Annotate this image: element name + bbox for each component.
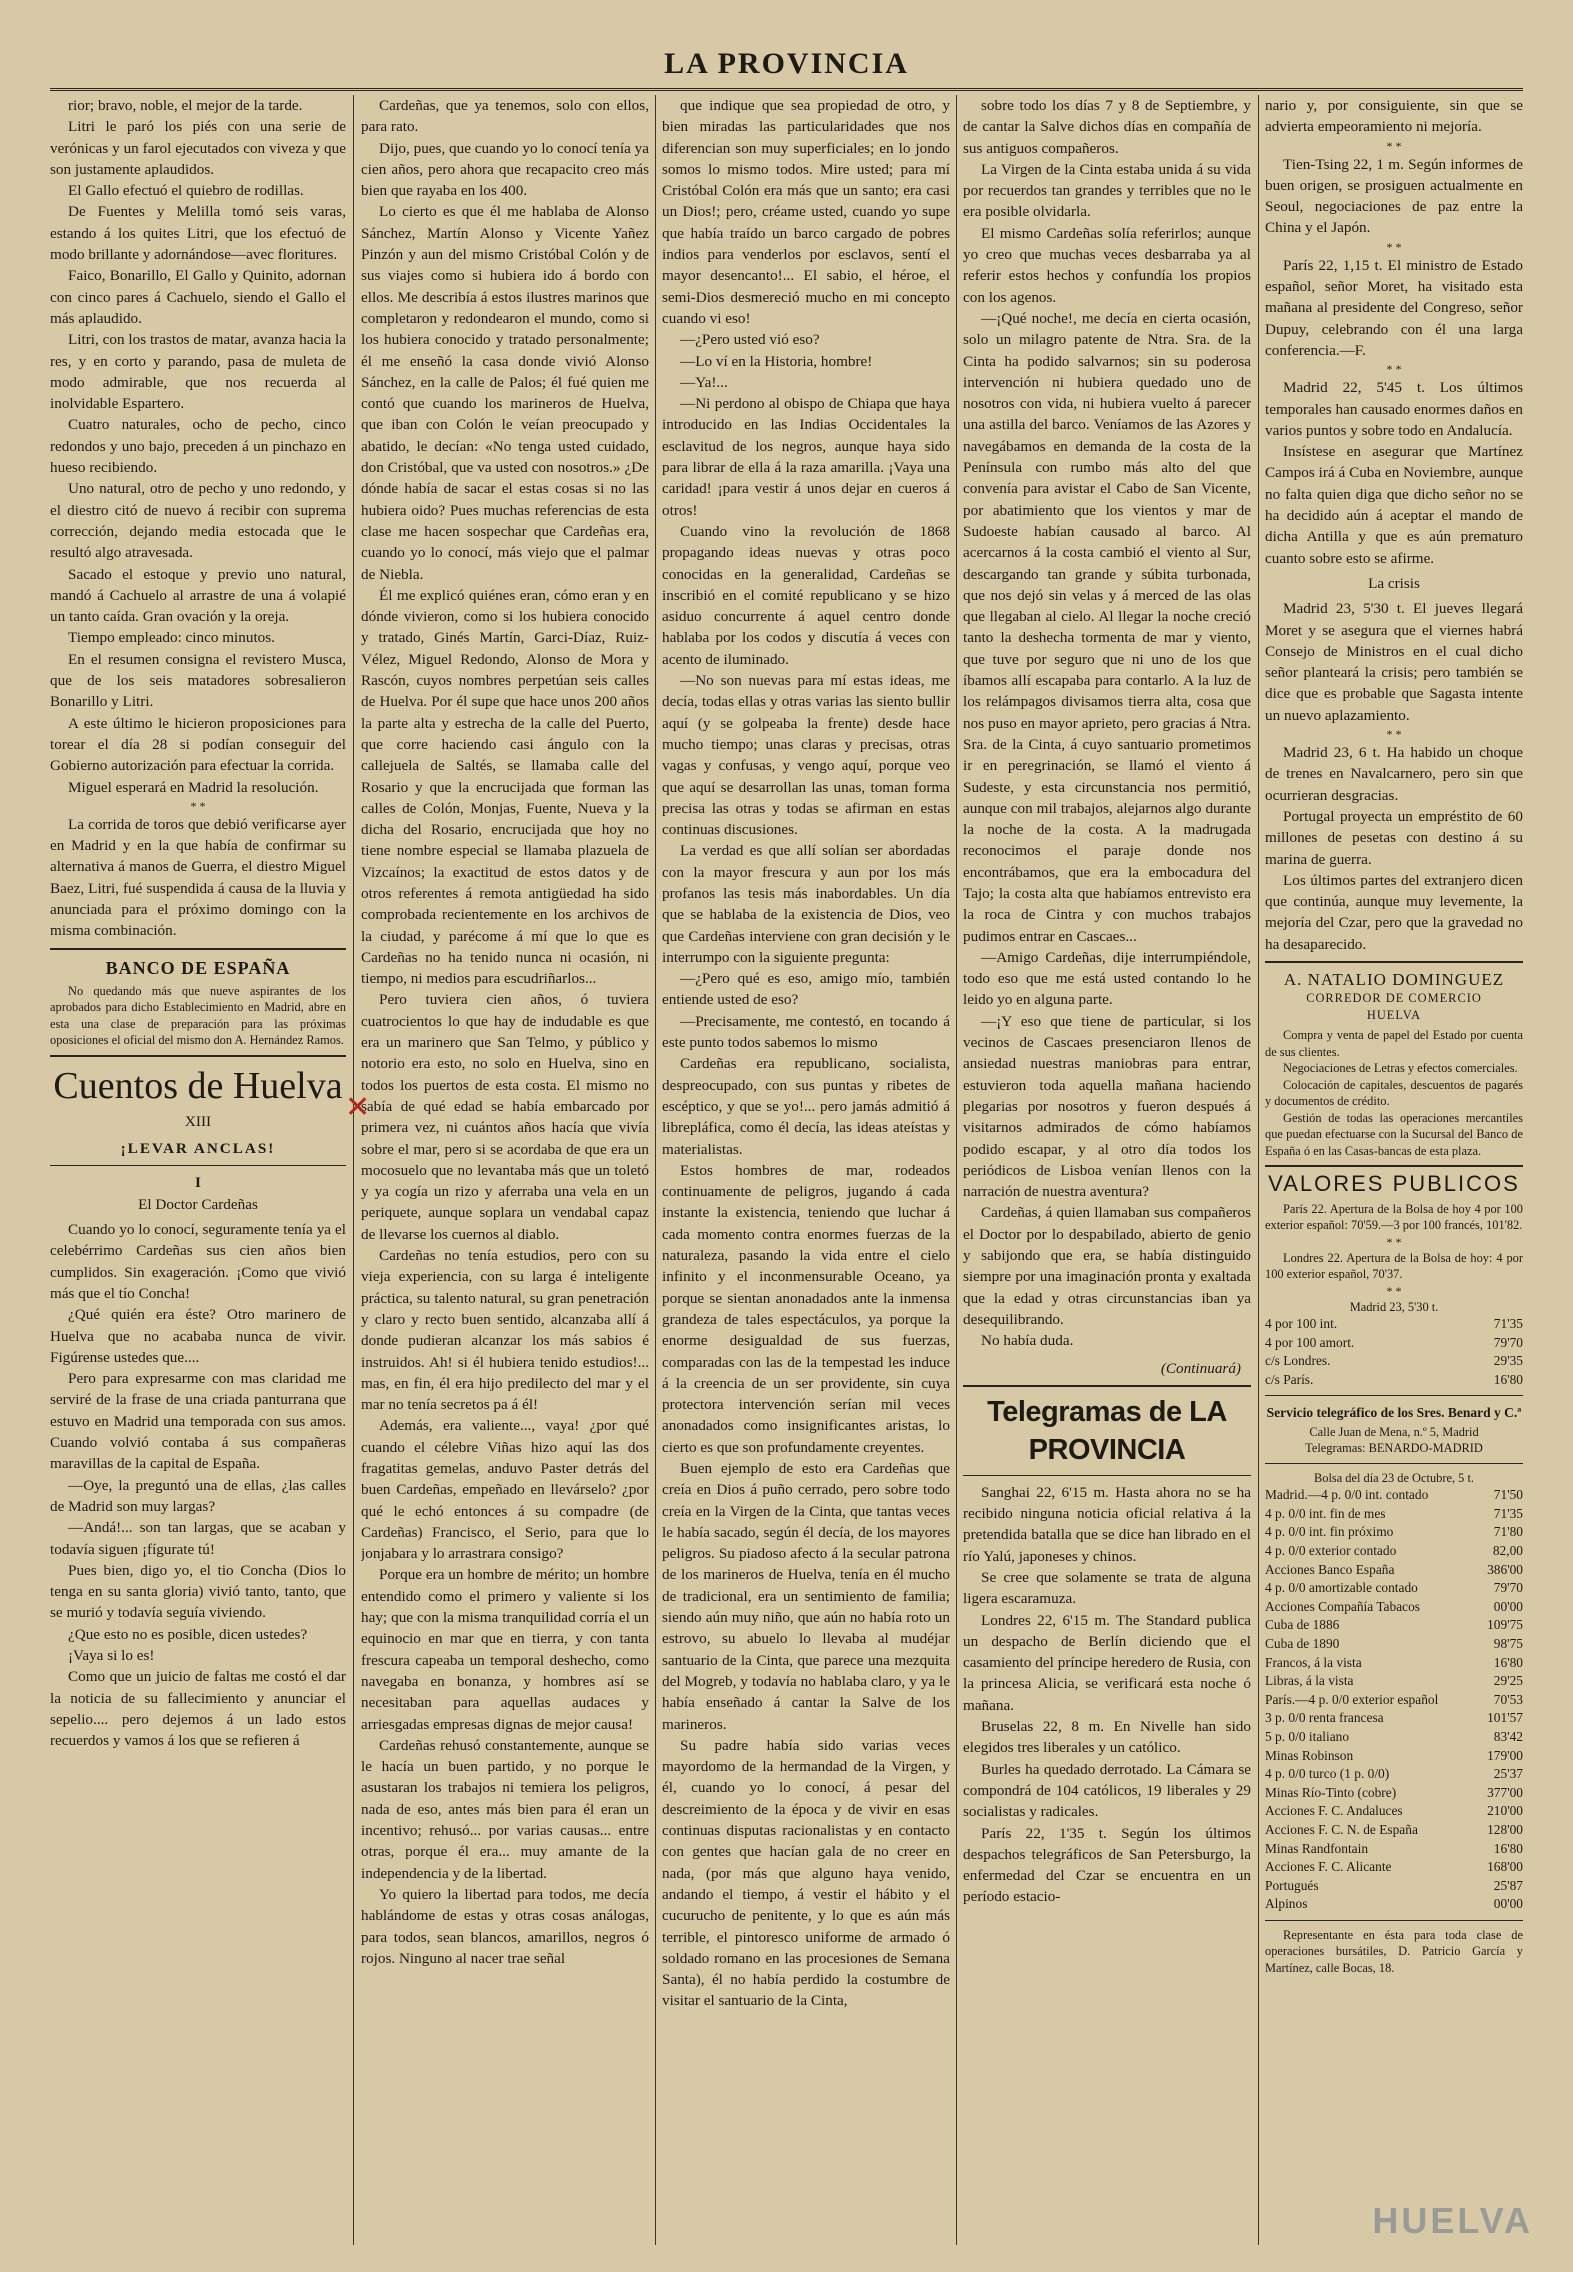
quote-row [1265,1616,1523,1635]
divider [963,1385,1251,1387]
story-continued [361,95,649,1969]
paragraph: Tiempo empleado: cinco minutos. [68,629,275,647]
quote-value: 71'80 [1493,1524,1523,1540]
quote-label: Acciones Compañía Tabacos [1265,1598,1420,1614]
paragraph: Lo cierto es que él me hablaba de Alonso Sánchez, Martín Alonso y Vicente Yañez Pinzón y aun del mismo Cristóbal Colón y de sus viajes como si hubiera ido á bordo con ellos. Me describía á estos ilustres marinos que completaron y redondearon el mundo, como si los hubiera conocido y tratado personalmente; él me enseñó la casa donde vivió Alonso Sánchez, en la calle de Palos; él fué quien me contó que cuando los marineros de Huelva, que iban con Colón le veían preocupado y abatido, le decían: «No tenga usted cuidado, don Cristóbal, que va usted con nosotros.» ¿De dónde había de sacar el estas cosas si no las hubiera oido? Pues muchas referencias de esta clase me hacen sospechar que Cardeñas era, cuando yo lo conocí, más viejo que el palmar de Niebla. [361,203,649,583]
paragraph: Pero para expresarme con mas claridad me serviré de la frase de una criada panturrana que estuvo en Madrid una temporada con sus amos. Cuando volvió contaba á sus compañeras maravillas de la capital de España. [50,1370,346,1473]
servicio-title: Servicio telegráfico de los Sres. Benard y C.ª [1266,1405,1522,1421]
paragraph: La corrida de toros que debió verificarse ayer en Madrid y en la que había de confirmar su alternativa á manos de Guerra, el diestro Miguel Baez, Litri, fué suspendida á causa de la lluvia y anunciada para el próximo domingo con la misma combinación. [50,815,346,940]
quote-label: Cuba de 1890 [1265,1636,1340,1651]
quote-row [1265,1486,1523,1505]
quote-row [1265,1747,1523,1766]
quote-row [1265,1672,1523,1691]
paragraph: Como que un juicio de faltas me costó el dar la noticia de su fallecimiento y anunciar el sepelio.... pero dejemos á un lado estos recuerdos y vamos á los que se refieren á [50,1668,346,1750]
quote-row [1265,1765,1523,1784]
column-1 [50,95,346,2245]
quote-label: Acciones F. C. Alicante [1265,1859,1392,1875]
quote-row [1265,1877,1523,1896]
quote-row [1265,1728,1523,1747]
quote-value: 83'42 [1493,1728,1523,1744]
quote-value: 25'37 [1493,1766,1523,1782]
quote-row [1265,1691,1523,1710]
quote-label: c/s París. [1265,1371,1314,1387]
paragraph: París 22, 1'35 t. Según los últimos despachos telegráficos de San Petersburgo, la enfermedad del Czar se encuentra en un período estacio- [963,1824,1251,1906]
divider [963,1475,1251,1476]
paragraph: Buen ejemplo de esto era Cardeñas que creía en Dios á puño cerrado, pero sobre todo creía en la Virgen de la Cinta, que tantas veces le había sacado, según él decía, de los mayores peligros. Su piadoso afecto á la secular patrona de los marineros de Huelva, tenía en él mucho de tradicional, era un sentimiento de familia; siendo aún muy niño, que aún no había roto un estrovo, su abuelo lo llevaba al mudéjar santuario de la Cinta, que parece una mezquita del Mogreb, y todavía no hablaba claro, y ya le había enseñado á cantar la Salve de los marineros. [662,1460,950,1733]
quote-value: 16'80 [1493,1371,1523,1387]
continuara-note: (Continuará) [1160,1359,1241,1377]
paragraph: Litri, con los trastos de matar, avanza hacia la res, y en corto y parando, pasa de muleta de modo admirable, que nos recuerda al inolvidable Espartero. [50,331,346,413]
paragraph: —Ni perdono al obispo de Chiapa que haya introducido en las Indias Occidentales la esclavitud de los negros, aunque haya sido para librar de ella á la raza amarilla. ¡Vaya una caridad! ¡para vestir á unos dejar en cueros á otros! [662,395,950,519]
quote-value: 79'70 [1493,1580,1523,1596]
paragraph: El Gallo efectuó el quiebro de rodillas. [68,182,304,200]
telegramas-list [963,1482,1251,1908]
telegram-tientsing [1265,154,1523,239]
madrid-quotes-table [1265,1315,1523,1389]
paragraph: Cuatro naturales, ocho de pecho, cinco redondos y uno bajo, preceden á un pinchazo en hueso recibiendo. [50,416,346,477]
column-5 [1265,95,1523,2245]
cuentos-title: Cuentos de Huelva [53,1064,343,1107]
quote-label: París.—4 p. 0/0 exterior español [1265,1691,1439,1707]
quote-value: 71'35 [1493,1316,1523,1332]
paragraph: Madrid 23, 5'30 t. El jueves llegará Moret y se asegura que el viernes habrá Consejo de Ministros en el cual dicho señor planteará la crisis; pero también se dice que es probable que Sagasta intente un nuevo aplazamiento. [1265,600,1523,724]
paragraph: sobre todo los días 7 y 8 de Septiembre, y de cantar la Salve dichos días en compañía de sus antiguos compañeros. [963,97,1251,157]
paragraph: Cardeñas no tenía estudios, pero con su vieja experiencia, con su larga é inteligente práctica, su talento natural, su gran penetración y claro y recto buen sentido, alcanzaba allí á donde pudieran alcanzar los más sabios é instruidos. Ah! si él hubiera tenido estudios!... mas, en fin, él era hijo predilecto del mar y el mar no tenía secretos pa á él! [361,1247,649,1414]
bolsa-head: Bolsa del día 23 de Octubre, 5 t. [1313,1470,1474,1485]
quote-label: Cuba de 1886 [1265,1617,1340,1633]
paragraph: Bruselas 22, 8 m. En Nivelle han sido elegidos tres liberales y un católico. [963,1718,1251,1757]
quote-value: 179'00 [1487,1747,1523,1763]
paragraph: Dijo, pues, que cuando yo lo conocí tenía ya cien años, pero ahora que recapacito creo más bien que rayaba en los 400. [361,139,649,200]
quote-label: Alpinos [1265,1896,1308,1912]
separator-asterisks: * * [1386,138,1402,153]
crisis-title: La crisis [1368,574,1420,592]
column-3 [662,95,950,2245]
separator-asterisks: * * [190,798,206,813]
bullfight-note [50,814,346,942]
quote-label: 4 p. 0/0 exterior contado [1265,1543,1397,1559]
telegram-paris [1265,255,1523,361]
paragraph: Porque era un hombre de mérito; un hombre entendido como el primero y valiente si los hay; que con la misma tranquilidad corría el un equinocio en mar que en tierra, y con tanta frescura capeaba un temporal deshecho, como navegaba en bonanza, y hombres así se necesitaban para aquellas audaces y arriesgadas empresas dignas de mejor causa! [361,1566,649,1733]
paragraph: La Virgen de la Cinta estaba unida á su vida por recuerdos tan grandes y terribles que no le era posible olvidarla. [963,160,1251,221]
masthead [50,40,1523,91]
quote-row [1265,1858,1523,1877]
paragraph: Cardeñas, que ya tenemos, solo con ellos, para rato. [361,97,649,136]
paragraph: Cardeñas era republicano, socialista, despreocupado, con sus puntas y ribetes de escéptico, y que se yo!... pero jamás admitió á librepláfica, como él decía, las ideas ateístas y materialistas. [662,1055,950,1158]
chapter-number: I [195,1174,201,1192]
quote-row [1265,1802,1523,1821]
divider [50,1165,346,1166]
quote-label: 4 p. 0/0 amortizable contado [1265,1580,1418,1596]
paragraph: Yo quiero la libertad para todos, me decía hablándome de estas y otras cosas análogas, para todos, sean blancos, amarillos, negros ó rojos. Ninguno al nacer trae señal [361,1885,649,1967]
paragraph: Tien-Tsing 22, 1 m. Según informes de buen origen, se prosiguen actualmente en Seoul, negociaciones de paz entre la China y el Japón. [1265,155,1523,237]
paragraph: —Precisamente, me contestó, en tocando á este punto todos sabemos lo mismo [662,1012,950,1052]
paragraph: Colocación de capitales, descuentos de pagarés y documentos de crédito. [1265,1077,1523,1109]
cuentos-number: XIII [184,1112,212,1130]
paragraph: Se cree que solamente se trata de alguna ligera escaramuza. [963,1569,1251,1608]
quote-value: 71'35 [1493,1505,1523,1521]
quote-row [1265,1334,1523,1353]
divider [1265,961,1523,963]
paragraph: Insístese en asegurar que Martínez Campos irá á Cuba en Noviembre, aunque no falta quien diga que dicho señor no se ha decidido aún á aceptar el mando de dicha Antilla y que es aún prematuro cuanto sobre esto se afirme. [1265,443,1523,567]
paragraph: Estos hombres de mar, rodeados continuamente de peligros, jugando á cada instante la existencia, teniendo que luchar á cada momento contra enormes fuerzas de la naturaleza, pasando la vida entre el cielo infinito y el inconmensurable Oceano, ya porque se sientan anonadados ante la inmensa grandeza de tales espectáculos, ya porque la enorme desigualdad de sus fuerzas, comparadas con las de la tempestad les induce á la creencia de un ser providente, sin cuya protectora intervención serían mil veces anonadados como insignificantes aristas, lo cierto es que son profundamente creyentes. [662,1161,950,1456]
servicio-address: Calle Juan de Mena, n.º 5, Madrid [1309,1424,1479,1439]
quote-value: 377'00 [1487,1784,1523,1800]
quote-label: c/s Londres. [1265,1353,1331,1369]
separator-asterisks: * * [1386,1234,1402,1249]
paragraph: De Fuentes y Melilla tomó seis varas, estando á los quites Litri, que los efectuó de modo brillante y adornándose—avec floritures. [50,203,346,264]
paragraph: Los últimos partes del extranjero dicen que continúa, aunque muy levemente, la mejoría del Czar, pero que la gravedad no ha desaparecido. [1265,871,1523,953]
paragraph: Sanghai 22, 6'15 m. Hasta ahora no se ha recibido ninguna noticia oficial relativa á la pretendida batalla que se dice han librado en el río Yalú, japoneses y chinos. [963,1483,1251,1565]
paragraph: Uno natural, otro de pecho y uno redondo, y el diestro citó de nuevo á recibir con suprema corrección, dejando media estocada que le resultó algo atravesada. [50,480,346,562]
quote-row [1265,1579,1523,1598]
paragraph: Cardeñas, á quien llamaban sus compañeros el Doctor por lo despabilado, abierto de genio y sabijondo que era, se había distinguido siempre por una imaginación pronta y exaltada que la edad y otras circunstancias iban ya desequilibrando. [963,1204,1251,1328]
quote-row [1265,1542,1523,1561]
paragraph: Gestión de todas las operaciones mercantiles que puedan efectuarse con la Sucursal del Banco de España ó en las Casas-bancas de esta plaza. [1265,1110,1523,1158]
paragraph: Cuando yo lo conocí, seguramente tenía ya el celebérrimo Cardeñas sus cien años bien cumplidos. Sin exageración. ¡Como que vivió más que el tío Concha! [50,1221,346,1302]
paragraph: Compra y venta de papel del Estado por cuenta de sus clientes. [1265,1028,1523,1059]
paragraph: ¡Vaya si lo es! [68,1647,155,1664]
quote-row [1265,1784,1523,1803]
column-rule [1258,95,1259,2245]
paragraph: Madrid 22, 5'45 t. Los últimos temporales han causado enormes daños en varios puntos y sobre todo en Andalucía. [1265,379,1523,439]
paragraph: rior; bravo, noble, el mejor de la tarde. [68,97,303,114]
columns [50,95,1523,2255]
quote-label: Acciones F. C. Andaluces [1265,1803,1403,1819]
telegram-madrid-2 [1265,742,1523,955]
divider [1265,1463,1523,1464]
quote-label: 3 p. 0/0 renta francesa [1265,1710,1384,1726]
paragraph: que indique que sea propiedad de otro, y bien miradas las particularidades que nos diferencian son muy superficiales; en lo jondo somos lo mismo todos. Mire usted; para mí Cristóbal Colón era más que un santo; era casi un Dios!; pero, créame usted, cuando yo supe que había traído un barco cargado de pobres indios para venderlos por esclavos, sentí el mayor desencanto!... El sabio, el héroe, el semi-Dios desmereció mucho en mi concepto cuando vi eso! [662,97,950,327]
ad-lines [1265,1027,1523,1159]
quote-row [1265,1654,1523,1673]
quote-value: 29'35 [1493,1353,1523,1369]
quote-value: 16'80 [1493,1654,1523,1670]
paragraph: nario y, por consiguiente, sin que se advierta empeoramiento ni mejoría. [1265,97,1523,136]
representante-text: Representante en ésta para toda clase de operaciones bursátiles, D. Patricio García y Martínez, calle Bocas, 18. [1265,1927,1523,1975]
paragraph: Burles ha quedado derrotado. La Cámara se compondrá de 104 católicos, 19 liberales y 29 socialistas y radicales. [963,1760,1251,1821]
paragraph: —Andá!... son tan largas, que se acaban y todavía siguen ¡fígurate tú! [50,1519,346,1558]
quote-label: 5 p. 0/0 italiano [1265,1728,1350,1744]
bolsa-quotes-table [1265,1486,1523,1914]
quote-label: Acciones F. C. N. de España [1265,1821,1418,1837]
quote-row [1265,1371,1523,1390]
ad-name: A. NATALIO DOMINGUEZ [1283,969,1505,989]
quote-label: Minas Río-Tinto (cobre) [1265,1784,1397,1800]
separator-asterisks: * * [1386,727,1402,742]
paragraph: Pues bien, digo yo, el tio Concha (Dios lo tenga en su santa gloria) vivió tanto, tanto, que se murió y todavía seguía viviendo. [50,1561,346,1622]
bullfight-report [50,95,346,798]
paragraph: ¿Qué quién era éste? Otro marinero de Huelva que no acababa nunca de vivir. Figúrense ustedes que.... [50,1306,346,1366]
quote-value: 101'57 [1487,1710,1523,1726]
telegramas-title: Telegramas de LA PROVINCIA [987,1395,1227,1466]
quote-value: 25'87 [1493,1877,1523,1893]
paragraph: Su padre había sido varias veces mayordomo de la hermandad de la Virgen, y él, cuando yo lo conocí, á pesar del descreimiento de la época y de vivir en esas continuas disputas racionalistas y en contacto con gentes que hacían gala de no creer en nada, (por más que alguno haya venido, andando el tiempo, á vestir el hábito y el cucurucho de penitente, y lo que es aún más terrible, el pintoresco uniforme de armado ó soldado romano en las procesiones de Semana Santa), él no había perdido la costumbre de visitar el santuario de la Cinta, [662,1736,950,2010]
paragraph: —Oye, la preguntó una de ellas, ¿las calles de Madrid son muy largas? [50,1476,346,1515]
quote-row [1265,1523,1523,1542]
story-text [50,1219,346,1751]
divider [1265,1165,1523,1167]
divider [1265,1395,1523,1396]
ad-city: HUELVA [1366,1007,1422,1022]
column-4 [963,95,1251,2245]
quote-value: 168'00 [1487,1859,1523,1875]
quote-row [1265,1561,1523,1580]
column-rule [956,95,957,2245]
paragraph: La verdad es que allí solían ser abordadas con la mayor frescura y aun por los más profanos las tesis más inabordables. Un día que se hablaba de la existencia de Dios, veo que Cardeñas interviene con gran decisión y le interrumpo con la siguiente pregunta: [662,842,950,966]
paragraph: Madrid 23, 6 t. Ha habido un choque de trenes en Navalcarnero, pero sin que ocurrieran desgracias. [1265,744,1523,804]
quote-value: 16'80 [1493,1840,1523,1856]
paragraph: —¡Qué noche!, me decía en cierta ocasión, solo un milagro patente de Ntra. Sra. de la Cinta ha podido salvarnos; sin su poderosa intervención ni hubiera quedado uno de nosotros con vida, ni hubiera vuelto á parecer una astilla del barco. Veníamos de las Azores y navegábamos en demanda de la costa de la Península con rumbo más alto del que convenía para avistar el Cabo de San Vicente, por abatimiento que los vientos y mar de Sudoeste habían causado al barco. Al acercarnos á la costa cambió el viento al Sur, descargando tan grande y súbita turbonada, que nos dejó sin velas y á merced de las olas que llegaban al cielo. Al llegar la noche creció tanto la deshecha tormenta de mar y viento, que tuve por seguro que ni uno de los que íbamos allí escapaba para contarlo. A la luz de los relámpagos divisamos tierra alta, cosa que nos puso en mayor aprieto, pero gracias á Ntra. Sra. de la Cinta, á cuyo santuario prometimos ir en peregrinación, se llamó el viento á Sudeste, y esta circunstancia nos permitió, aunque con mil trabajos, alejarnos algo durante la noche de la costa. A la madrugada reconocimos el paraje donde nos encontrábamos, que era la embocadura del Tajo; la costa alta que habíamos entrevisto era la roca de Cintra y con muchos trabajos pudimos entrar en Cascaes... [963,309,1251,945]
paragraph: Londres 22, 6'15 m. The Standard publica un despacho de Berlín diciendo que el casamiento del príncipe heredero de Rusia, con la princesa Alicia, se verificará esta noche ó mañana. [963,1611,1251,1714]
telegram-continued [1265,95,1523,138]
quote-value: 128'00 [1487,1821,1523,1837]
paragraph: Pero tuviera cien años, ó tuviera cuatrocientos lo que hay de indudable es que era un marinero que San Telmo, y público y notorio era esto, no solo en Huelva, sino en todos los puertos de esta costa. El mismo no sabía de qué edad se había embarcado por primera vez, ni cuántos años hacía que vivía sobre el mar, pero si se acordaba de que era un mocosuelo que no levantaba más que un toletó y ya cogía un rizo y aferraba una vela en un periquete, aunque soplara un vendabal capaz de llevarse los cuernos al diablo. [361,991,649,1243]
quote-label: Acciones Banco España [1265,1561,1395,1577]
quote-label: 4 p. 0/0 int. fin de mes [1265,1505,1386,1521]
quote-value: 82,00 [1492,1543,1523,1559]
quote-value: 98'75 [1493,1636,1523,1651]
quote-label: 4 p. 0/0 int. fin próximo [1265,1524,1394,1540]
paragraph: —Ya!... [680,373,728,391]
cuentos-subtitle: ¡LEVAR ANCLAS! [120,1140,276,1158]
quote-value: 210'00 [1487,1803,1523,1819]
paragraph: Él me explicó quiénes eran, cómo eran y en dónde vivieron, como si los hubiera conocido y tratado, Ginés Martín, Garci-Díaz, Ruiz-Vélez, Miguel Redondo, Alonso de Mora y Rascón, cuyos nombres perpetúan seis calles de Huelva. Por él supe que hace unos 200 años la parte alta y estrecha de la calle del Puerto, que corre haciendo casi ángulo con la callejuela de Saltés, se llamaba calle del Rosario y que la encrucijada que forman las calles de Colón, Monjas, Fuente, Nueva y la dicha del Rosario, encrucijada que hoy no tiene nombre especial se llamaba plazuela de Vizcaínos; la exactitud de estos datos y de otros referentes á remota antigüedad ha sido comprobada recientemente en los archivos de la ciudad, y parécome á mí que lo que es Cardeñas no ha tenido nunca ni ocasión, ni tiempo, ni medios para escudriñarlos... [361,586,649,988]
quote-value: 00'00 [1493,1598,1523,1614]
paragraph: Faico, Bonarillo, El Gallo y Quinito, adornan con cinco pares á Cachuelo, siendo el Gallo el más aplaudido. [50,267,346,327]
quote-row [1265,1821,1523,1840]
quote-value: 71'50 [1493,1487,1523,1503]
paragraph: —¿Pero usted vió eso? [680,331,820,349]
paragraph: —Lo ví en la Historia, hombre! [680,352,873,370]
quote-row [1265,1352,1523,1371]
quote-row [1265,1315,1523,1334]
column-rule [353,95,354,2245]
quote-label: 4 por 100 int. [1265,1316,1338,1332]
quote-value: 109'75 [1487,1617,1523,1633]
quote-label: Minas Randfontain [1265,1840,1369,1856]
story-continued [963,95,1251,1352]
quote-row [1265,1635,1523,1654]
quote-value: 79'70 [1493,1334,1523,1350]
quote-label: Libras, á la vista [1265,1673,1354,1689]
paragraph: Miguel esperará en Madrid la resolución. [68,778,319,796]
quote-row [1265,1598,1523,1617]
quote-label: 4 p. 0/0 turco (1 p. 0/0) [1265,1766,1390,1782]
quote-label: Madrid.—4 p. 0/0 int. contado [1265,1487,1429,1503]
column-rule [655,95,656,2245]
servicio-telegramas: Telegramas: BENARDO-MADRID [1305,1441,1483,1456]
story-continued [662,95,950,2012]
paragraph: A este último le hicieron proposiciones para torear el día 28 si podían conseguir del Gobierno autorización para efectuar la corrida. [50,714,346,775]
paragraph: Sacado el estoque y previo uno natural, mandó á Cachuelo al arrastre de una á volapié un tanto caída. Gran ovación y la oreja. [50,565,346,626]
quote-value: 29'25 [1493,1673,1523,1689]
paragraph: París 22, 1,15 t. El ministro de Estado español, señor Moret, ha visitado esta mañana al presidente del Congreso, señor Dupuy, celebrando con él una larga conferencia.—F. [1265,256,1523,359]
quote-row [1265,1895,1523,1914]
paragraph: —¡Y eso que tiene de particular, si los vecinos de Cascaes presenciaron llenos de ansiedad nuestras maniobras para entrar, estuvieron toda aquella mañana haciendo plegarias por nosotros y fueron después á visitarnos admirados de cómo habíamos podido escapar, y al otro día todos los periódicos de Lisboa venían llenos con la narración de nuestra aventura? [963,1012,1251,1201]
banco-title: BANCO DE ESPAÑA [105,957,291,978]
pencil-mark: ✕ [345,1090,371,1125]
banco-text: No quedando más que nueve aspirantes de los aprobados para dicho Establecimiento en Madrid, abre en esta una clase de preparación para las próximas oposiciones el oficial del mismo don A. Hernández Ramos. [50,983,346,1048]
newspaper-title: LA PROVINCIA [664,47,909,80]
paragraph: Portugal proyecta un empréstito de 60 millones de pesetas con destino á su marina de guerra. [1265,807,1523,868]
valores-londres: Londres 22. Apertura de la Bolsa de hoy: 4 por 100 exterior español, 70'37. [1265,1250,1523,1282]
paragraph: Cuando vino la revolución de 1868 propagando ideas nuevas y otras poco conocidas en la generalidad, Cardeñas se inscribió en el comité republicano y se hizo asiduo concurrente á aquel centro donde hablaba por los codos y discutía á veces con acento de iluminado. [662,522,950,668]
ad-role: CORREDOR DE COMERCIO [1306,991,1482,1006]
telegram-madrid [1265,377,1523,569]
quote-label: Minas Robinson [1265,1747,1354,1763]
madrid-head: Madrid 23, 5'30 t. [1349,1299,1439,1314]
quote-label: 4 por 100 amort. [1265,1334,1355,1350]
paragraph: Cardeñas rehusó constantemente, aunque se le hacía un buen partido, y no porque le asustaran los trabajos ni temiera los peligros, nada de eso, antes más bien para él eran un incentivo; rehusó... por varias causas... entre otras, porque él era... muy amante de la independencia y de la libertad. [361,1736,649,1882]
quote-value: 00'00 [1493,1896,1523,1912]
paragraph: En el resumen consigna el revistero Musca, que de los seis matadores sobresalieron Bonarillo y Litri. [50,650,346,711]
quote-value: 70'53 [1493,1691,1523,1707]
paragraph: El mismo Cardeñas solía referirlos; aunque yo creo que muchas veces desbarraba ya al referir estos hechos y confundía los propios con los agenos. [963,224,1251,306]
divider [50,1055,346,1057]
valores-title: VALORES PUBLICOS [1268,1171,1520,1197]
crisis-text [1265,598,1523,726]
paragraph: Negociaciones de Letras y efectos comerciales. [1283,1061,1518,1076]
separator-asterisks: * * [1386,362,1402,377]
quote-row [1265,1840,1523,1859]
paragraph: —¿Pero qué es eso, amigo mío, también entiende usted de eso? [662,970,950,1009]
paragraph: Además, era valiente..., vaya! ¿por qué cuando el célebre Viñas hizo aquí las dos fragatitas gemelas, anduvo Paster detrás del buen Cardeñas, empeñado en llevárselo? ¿por qué le echó entonces á su compadre (de Cardeñas) Francisco, el Serio, para que lo jonjabara y lo arrastrara consigo? [361,1417,649,1563]
paragraph: No había duda. [981,1332,1074,1350]
library-watermark: HUELVA [1372,2200,1533,2241]
valores-paris: París 22. Apertura de la Bolsa de hoy 4 por 100 exterior español: 70'59.—3 por 100 francés, 101'82. [1265,1201,1523,1233]
quote-label: Portugués [1265,1877,1319,1893]
paragraph: ¿Que esto no es posible, dicen ustedes? [68,1625,308,1643]
quote-row [1265,1709,1523,1728]
separator-asterisks: * * [1386,239,1402,254]
divider [50,948,346,950]
paragraph: —Amigo Cardeñas, dije interrumpiéndole, todo eso que me está usted contando lo he leido yo en alguna parte. [963,948,1251,1009]
quote-value: 386'00 [1487,1561,1523,1577]
quote-row [1265,1505,1523,1524]
paragraph: —No son nuevas para mí estas ideas, me decía, todas ellas y otras varias las siento bullir aquí (y se golpeaba la frente) desde hace mucho tiempo; unas claras y precisas, otras vagas y confusas, y vengo aquí, porque veo que aquí se desarrollan las unas, toman forma precisa las otras y todas se afirman en estas continuas discusiones. [662,672,950,839]
quote-label: Francos, á la vista [1265,1654,1362,1670]
chapter-title: El Doctor Cardeñas [138,1195,258,1213]
column-2 [361,95,649,2245]
paragraph: Litri le paró los piés con una serie de verónicas y un farol ejecutados con viveza y que son justamente aplaudidos. [50,118,346,178]
separator-asterisks: * * [1386,1283,1402,1298]
divider [1265,1920,1523,1921]
